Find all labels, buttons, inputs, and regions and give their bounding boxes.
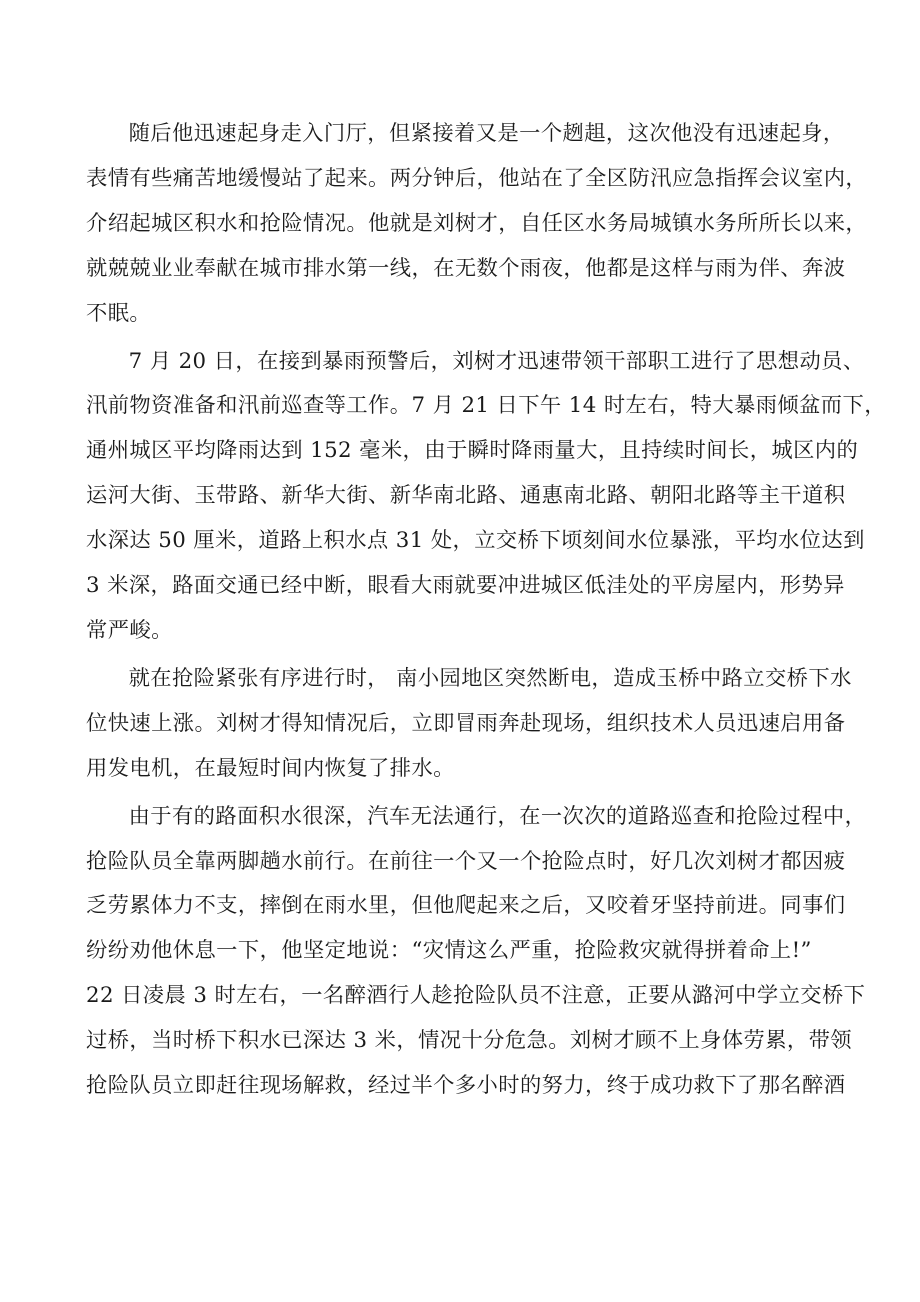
text-line: 汛前物资准备和汛前巡查等工作。7 月 21 日下午 14 时左右，特大暴雨倾盆而下， [86,393,886,419]
text-line: 3 米深，路面交通已经中断，眼看大雨就要冲进城区低洼处的平房屋内，形势异 [86,573,845,599]
text-line: 不眠。 [86,300,152,326]
text-line: 水深达 50 厘米，道路上积水点 31 处，立交桥下顷刻间水位暴涨，平均水位达到 [86,528,865,554]
paragraph-1 [86,112,868,337]
text-line: 7 月 20 日，在接到暴雨预警后，刘树才迅速带领干部职工进行了思想动员、 [128,348,865,374]
text-line: 运河大街、玉带路、新华大街、新华南北路、通惠南北路、朝阳北路等主干道积 [86,483,846,509]
paragraph-3 [86,657,852,792]
paragraph-2 [86,340,886,654]
text-line: 由于有的路面积水很深，汽车无法通行，在一次次的道路巡查和抢险过程中， [128,803,867,829]
text-line: 抢险队员立即赶往现场解救，经过半个多小时的努力，终于成功救下了那名醉酒 [86,1073,846,1099]
text-line: 过桥，当时桥下积水已深达 3 米，情况十分危急。刘树才顾不上身体劳累，带领 [86,1028,852,1054]
text-line: 随后他迅速起身走入门厅，但紧接着又是一个趔趄，这次他没有迅速起身， [128,121,845,146]
text-line: 表情有些痛苦地缓慢站了起来。两分钟后，他站在了全区防汛应急指挥会议室内， [86,165,868,191]
text-line: 纷纷劝他休息一下，他坚定地说：“灾情这么严重，抢险救灾就得拼着命上!” [86,938,812,964]
text-line: 就兢兢业业奉献在城市排水第一线，在无数个雨夜，他都是这样与雨为伴、奔波 [86,255,846,281]
text-line: 乏劳累体力不支，摔倒在雨水里，但他爬起来之后，又咬着牙坚持前进。同事们 [86,893,846,919]
text-line: 常严峻。 [86,617,173,643]
paragraph-4 [86,795,867,1109]
text-line: 就在抢险紧张有序进行时， 南小园地区突然断电，造成玉桥中路立交桥下水 [128,665,852,691]
text-line: 介绍起城区积水和抢险情况。他就是刘树才，自任区水务局城镇水务所所长以来， [86,210,868,236]
body-text [86,112,886,1109]
text-line: 位快速上涨。刘树才得知情况后，立即冒雨奔赴现场，组织技术人员迅速启用备 [86,710,846,736]
text-line: 通州城区平均降雨达到 152 毫米，由于瞬时降雨量大，且持续时间长，城区内的 [86,438,859,464]
text-line: 抢险队员全靠两脚趟水前行。在前往一个又一个抢险点时，好几次刘树才都因疲 [86,848,846,874]
text-line: 用发电机，在最短时间内恢复了排水。 [86,755,455,781]
text-line: 22 日凌晨 3 时左右，一名醉酒行人趁抢险队员不注意，正要从潞河中学立交桥下 [86,983,866,1009]
